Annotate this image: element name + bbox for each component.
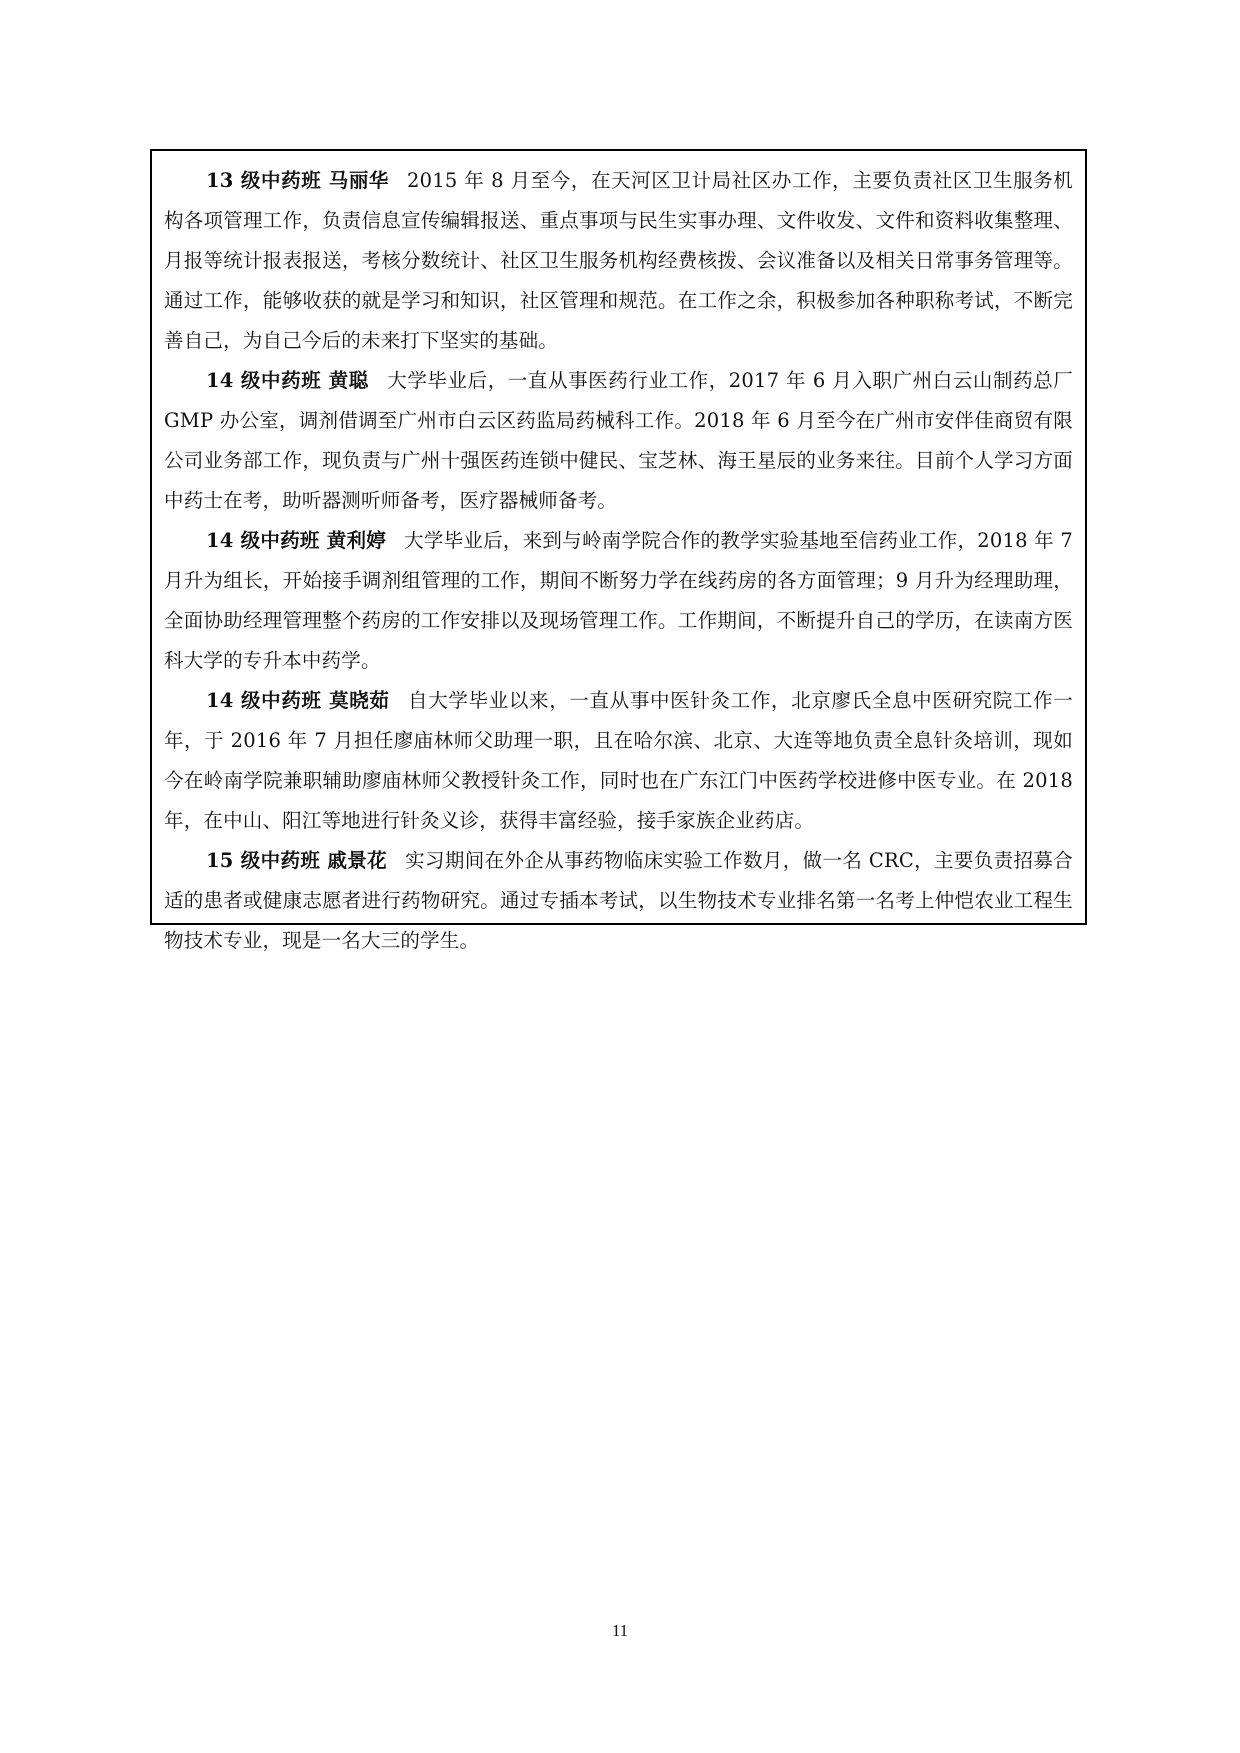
entry-text: 自大学毕业以来，一直从事中医针灸工作，北京廖氏全息中医研究院工作一年，于 2016 年 7 月担任廖庙林师父助理一职，且在哈尔滨、北京、大连等地负责全息针灸培训，现如今在岭南学院兼职辅助廖庙林师父教授针灸工作，同时也在广东江门中医药学校进修中医专业。在 2018 年，在中山、阳江等地进行针灸义诊，获得丰富经验，接手家族企业药店。: [164, 689, 1073, 832]
entry-text: 大学毕业后，一直从事医药行业工作，2017 年 6 月入职广州白云山制药总厂 GMP 办公室，调剂借调至广州市白云区药监局药械科工作。2018 年 6 月至今在广州市安伴佳商贸有限公司业务部工作，现负责与广州十强医药连锁中健民、宝芝林、海王星辰的业务来往。目前个人学习方面中药士在考，助听器测听师备考，医疗器械师备考。: [164, 369, 1074, 512]
alumni-entry-mo-xiaoru: [164, 681, 1073, 841]
entry-text: 2015 年 8 月至今，在天河区卫计局社区办工作，主要负责社区卫生服务机构各项管理工作，负责信息宣传编辑报送、重点事项与民生实事办理、文件收发、文件和资料收集整理、月报等统计报表报送，考核分数统计、社区卫生服务机构经费核拨、会议准备以及相关日常事务管理等。通过工作，能够收获的就是学习和知识，社区管理和规范。在工作之余，积极参加各种职称考试，不断完善自己，为自己今后的未来打下坚实的基础。: [164, 169, 1073, 352]
page-number: 11: [611, 1621, 629, 1640]
entry-label: 14 级中药班 莫晓茹: [206, 689, 390, 712]
entry-label: 14 级中药班 黄利婷: [206, 529, 386, 552]
alumni-entry-ma-lihua: [164, 161, 1073, 361]
alumni-entry-huang-cong: [164, 361, 1073, 521]
alumni-entry-qi-jinghua: [164, 841, 1073, 961]
entry-label: 13 级中药班 马丽华: [206, 169, 390, 192]
alumni-text-box: [150, 149, 1087, 952]
entry-text: 实习期间在外企从事药物临床实验工作数月，做一名 CRC，主要负责招募合适的患者或健康志愿者进行药物研究。通过专插本考试，以生物技术专业排名第一名考上仲恺农业工程生物技术专业，现是一名大三的学生。: [164, 849, 1073, 952]
entry-label: 15 级中药班 戚景花: [206, 849, 387, 872]
alumni-entry-huang-liting: [164, 521, 1073, 681]
entry-text: 大学毕业后，来到与岭南学院合作的教学实验基地至信药业工作，2018 年 7 月升为组长，开始接手调剂组管理的工作，期间不断努力学在线药房的各方面管理；9 月升为经理助理，全面协助经理管理整个药房的工作安排以及现场管理工作。工作期间，不断提升自己的学历，在读南方医科大学的专升本中药学。: [164, 529, 1073, 672]
entry-label: 14 级中药班 黄聪: [206, 369, 369, 392]
